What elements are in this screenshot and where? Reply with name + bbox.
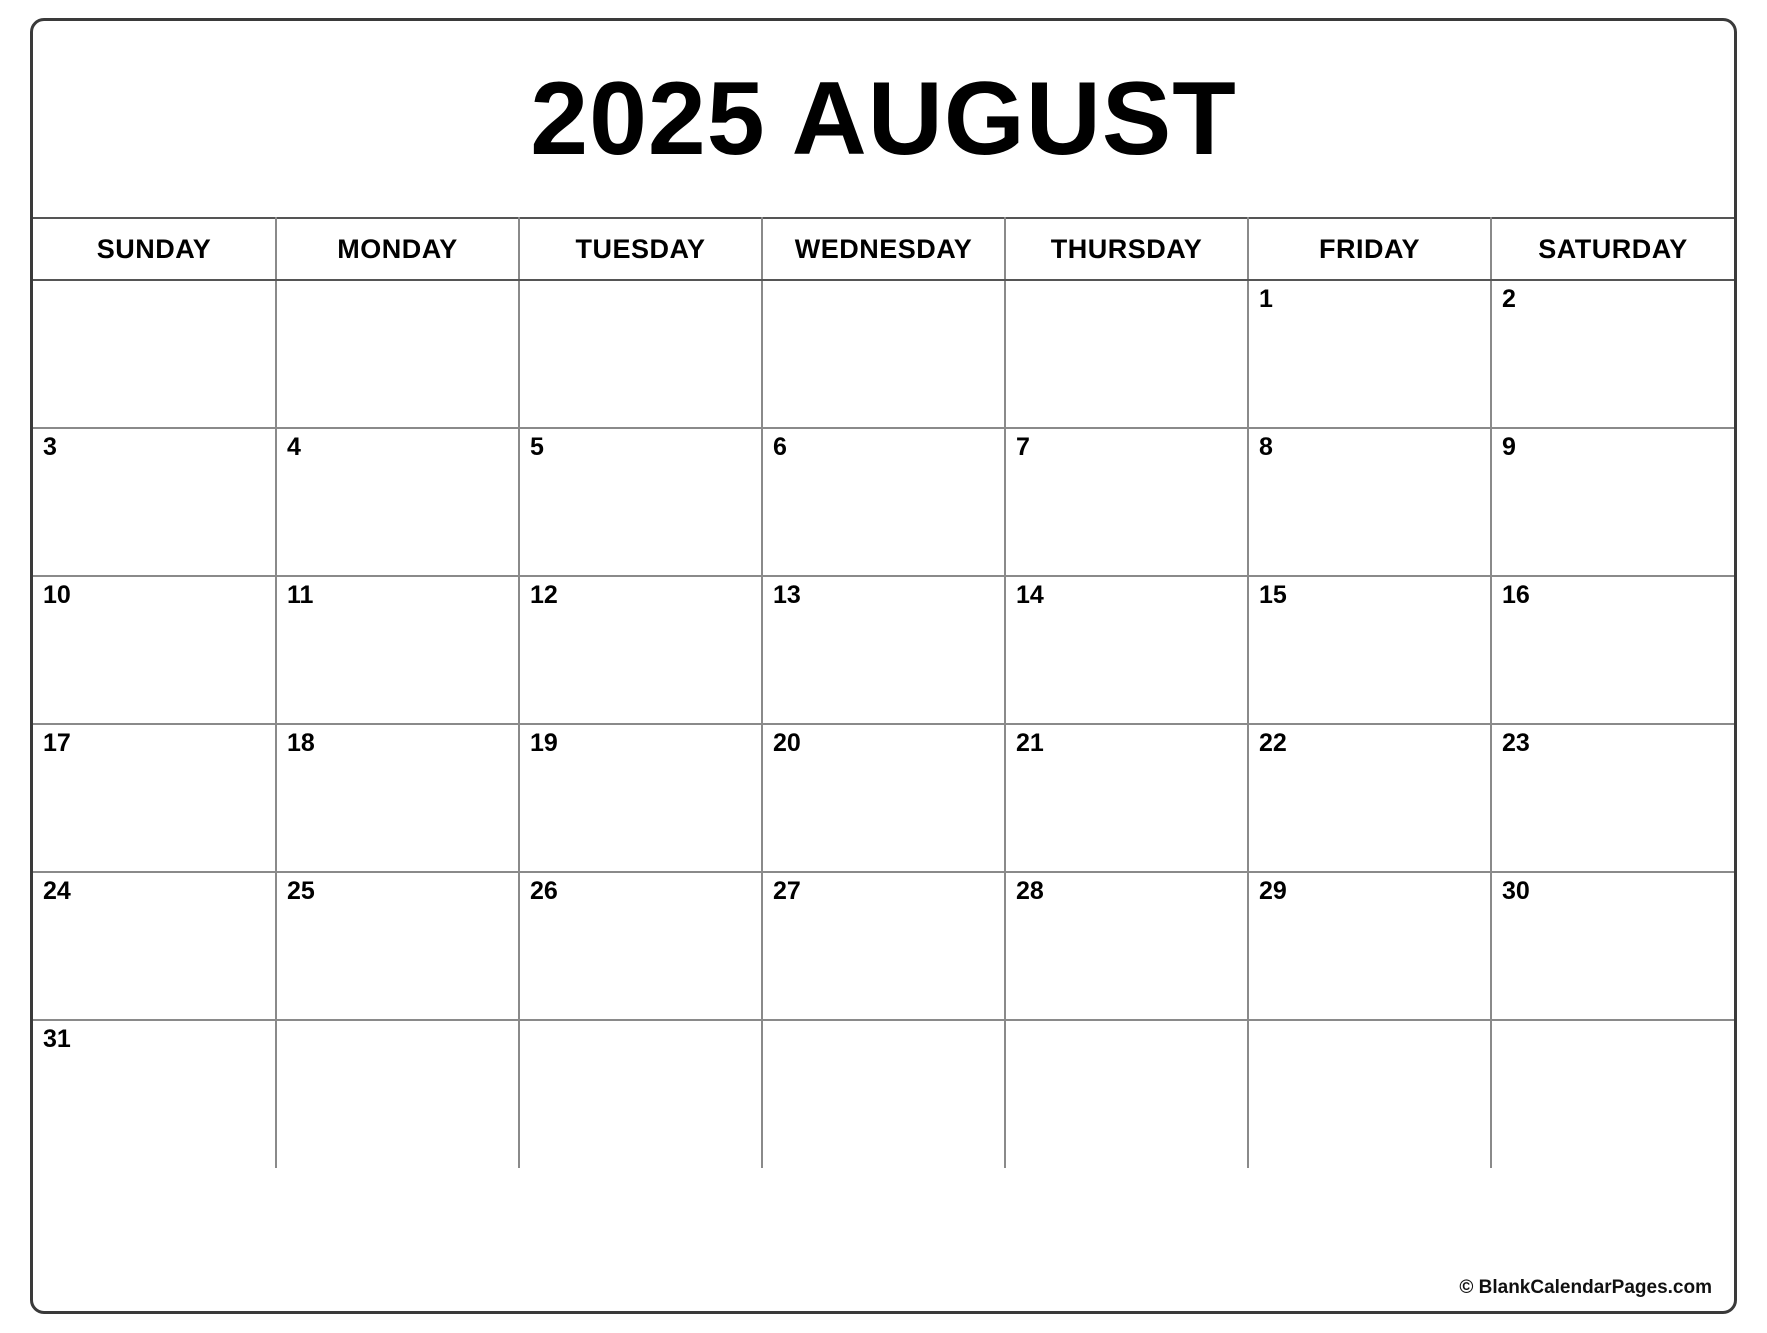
day-number: 5 bbox=[530, 433, 544, 461]
weekday-header-wednesday: WEDNESDAY bbox=[762, 218, 1005, 280]
day-number: 26 bbox=[530, 877, 558, 905]
day-cell[interactable] bbox=[519, 872, 762, 1020]
weekday-header-tuesday: TUESDAY bbox=[519, 218, 762, 280]
day-number: 31 bbox=[43, 1025, 71, 1053]
weekday-header-saturday: SATURDAY bbox=[1491, 218, 1734, 280]
day-number: 4 bbox=[287, 433, 301, 461]
day-number: 16 bbox=[1502, 581, 1530, 609]
day-cell[interactable] bbox=[276, 872, 519, 1020]
day-number: 21 bbox=[1016, 729, 1044, 757]
site-credit: © BlankCalendarPages.com bbox=[1459, 1277, 1712, 1298]
day-cell[interactable] bbox=[33, 872, 276, 1020]
day-cell[interactable] bbox=[1491, 1020, 1734, 1168]
calendar-week-row bbox=[33, 280, 1734, 428]
day-number: 6 bbox=[773, 433, 787, 461]
day-cell[interactable] bbox=[1005, 1020, 1248, 1168]
day-number: 13 bbox=[773, 581, 801, 609]
day-number: 23 bbox=[1502, 729, 1530, 757]
weekday-header-monday: MONDAY bbox=[276, 218, 519, 280]
day-cell[interactable] bbox=[33, 428, 276, 576]
day-number: 25 bbox=[287, 877, 315, 905]
day-cell[interactable] bbox=[519, 428, 762, 576]
calendar-container bbox=[30, 18, 1737, 1314]
day-cell[interactable] bbox=[1248, 576, 1491, 724]
day-cell[interactable] bbox=[1005, 428, 1248, 576]
day-number: 11 bbox=[287, 581, 314, 609]
day-number: 2 bbox=[1502, 285, 1516, 313]
calendar-grid bbox=[33, 217, 1734, 1168]
weekday-header-sunday: SUNDAY bbox=[33, 218, 276, 280]
day-cell[interactable] bbox=[276, 428, 519, 576]
day-cell[interactable] bbox=[762, 1020, 1005, 1168]
day-cell[interactable] bbox=[1248, 872, 1491, 1020]
day-number: 22 bbox=[1259, 729, 1287, 757]
day-number: 27 bbox=[773, 877, 801, 905]
day-number: 14 bbox=[1016, 581, 1044, 609]
day-cell[interactable] bbox=[519, 576, 762, 724]
day-number: 18 bbox=[287, 729, 315, 757]
weekday-header-row bbox=[33, 218, 1734, 280]
day-cell[interactable] bbox=[1248, 724, 1491, 872]
day-cell[interactable] bbox=[762, 872, 1005, 1020]
day-number: 10 bbox=[43, 581, 71, 609]
day-cell[interactable] bbox=[519, 280, 762, 428]
day-number: 19 bbox=[530, 729, 558, 757]
day-cell[interactable] bbox=[519, 1020, 762, 1168]
day-cell[interactable] bbox=[33, 724, 276, 872]
day-number: 3 bbox=[43, 433, 57, 461]
day-cell[interactable] bbox=[1005, 576, 1248, 724]
day-number: 1 bbox=[1259, 285, 1273, 313]
day-cell[interactable] bbox=[1248, 280, 1491, 428]
day-cell[interactable] bbox=[276, 1020, 519, 1168]
day-number: 17 bbox=[43, 729, 71, 757]
day-cell[interactable] bbox=[1005, 280, 1248, 428]
day-cell[interactable] bbox=[1005, 872, 1248, 1020]
day-number: 29 bbox=[1259, 877, 1287, 905]
day-number: 7 bbox=[1016, 433, 1030, 461]
day-cell[interactable] bbox=[33, 1020, 276, 1168]
day-number: 8 bbox=[1259, 433, 1273, 461]
day-number: 30 bbox=[1502, 877, 1530, 905]
calendar-week-row bbox=[33, 576, 1734, 724]
calendar-week-row bbox=[33, 1020, 1734, 1168]
day-cell[interactable] bbox=[762, 428, 1005, 576]
day-cell[interactable] bbox=[276, 576, 519, 724]
day-cell[interactable] bbox=[1491, 576, 1734, 724]
calendar-week-row bbox=[33, 724, 1734, 872]
day-cell[interactable] bbox=[762, 280, 1005, 428]
day-cell[interactable] bbox=[762, 576, 1005, 724]
day-cell[interactable] bbox=[1248, 428, 1491, 576]
calendar-week-row bbox=[33, 872, 1734, 1020]
calendar-week-row bbox=[33, 428, 1734, 576]
day-cell[interactable] bbox=[276, 724, 519, 872]
day-number: 20 bbox=[773, 729, 801, 757]
day-cell[interactable] bbox=[1491, 280, 1734, 428]
day-cell[interactable] bbox=[1248, 1020, 1491, 1168]
calendar-title-bar bbox=[33, 21, 1734, 217]
day-number: 12 bbox=[530, 581, 558, 609]
day-number: 15 bbox=[1259, 581, 1287, 609]
weekday-header-thursday: THURSDAY bbox=[1005, 218, 1248, 280]
day-cell[interactable] bbox=[1491, 428, 1734, 576]
day-number: 24 bbox=[43, 877, 71, 905]
day-cell[interactable] bbox=[1491, 872, 1734, 1020]
page-title: 2025 AUGUST bbox=[530, 61, 1237, 177]
day-number: 9 bbox=[1502, 433, 1516, 461]
day-cell[interactable] bbox=[33, 280, 276, 428]
day-cell[interactable] bbox=[1005, 724, 1248, 872]
weekday-header-friday: FRIDAY bbox=[1248, 218, 1491, 280]
day-cell[interactable] bbox=[762, 724, 1005, 872]
day-number: 28 bbox=[1016, 877, 1044, 905]
day-cell[interactable] bbox=[1491, 724, 1734, 872]
day-cell[interactable] bbox=[519, 724, 762, 872]
day-cell[interactable] bbox=[276, 280, 519, 428]
day-cell[interactable] bbox=[33, 576, 276, 724]
